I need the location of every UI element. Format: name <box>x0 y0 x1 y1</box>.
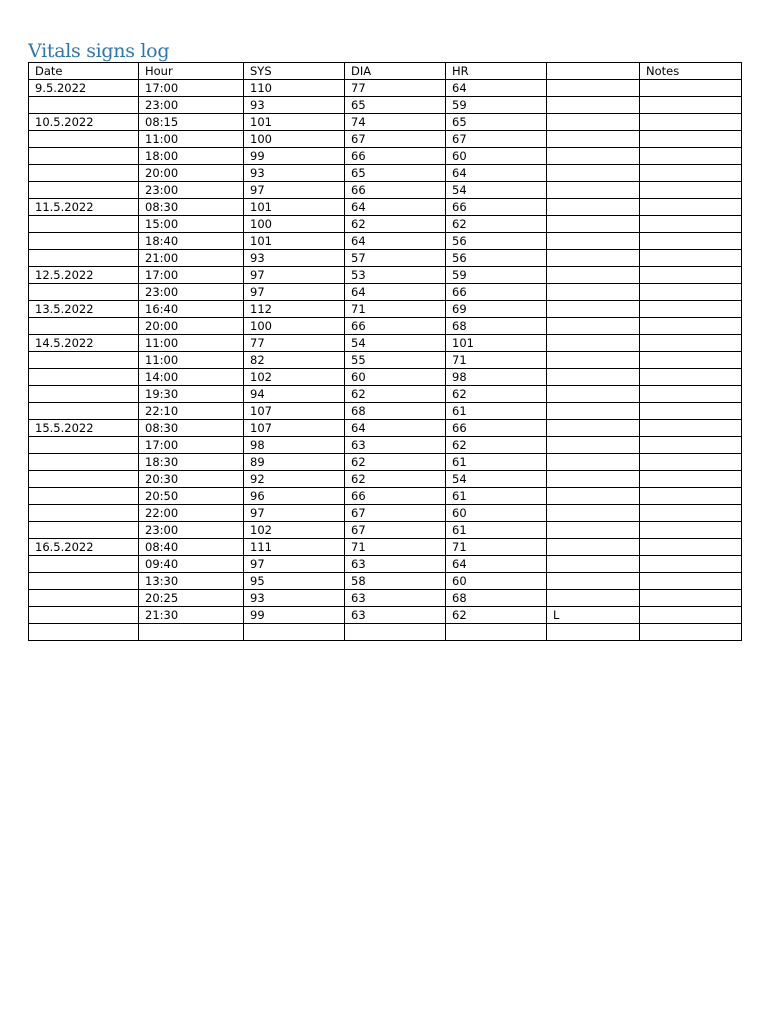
hour-cell: 08:30 <box>139 199 244 216</box>
page-title: Vitals signs log <box>28 40 170 62</box>
date-cell <box>29 522 139 539</box>
dia-cell: 77 <box>345 80 446 97</box>
notes-cell <box>640 607 742 624</box>
date-cell <box>29 624 139 641</box>
notes-cell <box>640 522 742 539</box>
hour-cell: 20:50 <box>139 488 244 505</box>
notes-cell <box>640 590 742 607</box>
dia-cell: 62 <box>345 216 446 233</box>
date-cell <box>29 437 139 454</box>
hr-cell: 61 <box>446 522 547 539</box>
sys-cell: 93 <box>244 165 345 182</box>
dia-cell: 66 <box>345 488 446 505</box>
hour-cell: 23:00 <box>139 284 244 301</box>
date-cell: 16.5.2022 <box>29 539 139 556</box>
sys-cell: 98 <box>244 437 345 454</box>
notes-cell <box>640 97 742 114</box>
unlabeled-cell <box>547 301 640 318</box>
notes-cell <box>640 505 742 522</box>
table-row <box>29 216 742 233</box>
unlabeled-cell <box>547 624 640 641</box>
table-row <box>29 522 742 539</box>
hour-cell: 17:00 <box>139 267 244 284</box>
date-cell <box>29 131 139 148</box>
sys-cell: 89 <box>244 454 345 471</box>
hour-cell: 20:00 <box>139 165 244 182</box>
sys-cell <box>244 624 345 641</box>
hr-cell: 61 <box>446 454 547 471</box>
table-row <box>29 250 742 267</box>
date-cell: 15.5.2022 <box>29 420 139 437</box>
sys-cell: 102 <box>244 522 345 539</box>
notes-cell <box>640 148 742 165</box>
notes-cell <box>640 318 742 335</box>
date-cell <box>29 182 139 199</box>
hour-cell: 11:00 <box>139 131 244 148</box>
hour-cell: 20:00 <box>139 318 244 335</box>
table-row <box>29 573 742 590</box>
sys-cell: 100 <box>244 131 345 148</box>
hour-cell <box>139 624 244 641</box>
hr-cell: 59 <box>446 267 547 284</box>
notes-cell <box>640 437 742 454</box>
hr-cell: 69 <box>446 301 547 318</box>
sys-cell: 93 <box>244 590 345 607</box>
table-row <box>29 471 742 488</box>
hour-cell: 20:30 <box>139 471 244 488</box>
hour-cell: 09:40 <box>139 556 244 573</box>
notes-cell <box>640 165 742 182</box>
sys-cell: 107 <box>244 420 345 437</box>
sys-cell: 82 <box>244 352 345 369</box>
table-header-row <box>29 63 742 80</box>
hour-cell: 08:40 <box>139 539 244 556</box>
hour-cell: 23:00 <box>139 522 244 539</box>
dia-cell: 62 <box>345 471 446 488</box>
sys-cell: 100 <box>244 318 345 335</box>
unlabeled-cell <box>547 556 640 573</box>
column-header-date: Date <box>29 63 139 80</box>
date-cell <box>29 318 139 335</box>
notes-cell <box>640 386 742 403</box>
hour-cell: 17:00 <box>139 80 244 97</box>
notes-cell <box>640 573 742 590</box>
hour-cell: 11:00 <box>139 335 244 352</box>
notes-cell <box>640 284 742 301</box>
date-cell <box>29 233 139 250</box>
hour-cell: 11:00 <box>139 352 244 369</box>
unlabeled-cell <box>547 352 640 369</box>
date-cell <box>29 590 139 607</box>
unlabeled-cell <box>547 369 640 386</box>
dia-cell: 64 <box>345 199 446 216</box>
hr-cell: 64 <box>446 165 547 182</box>
notes-cell <box>640 335 742 352</box>
date-cell <box>29 505 139 522</box>
dia-cell: 63 <box>345 607 446 624</box>
dia-cell: 66 <box>345 318 446 335</box>
sys-cell: 99 <box>244 148 345 165</box>
notes-cell <box>640 267 742 284</box>
table-row <box>29 301 742 318</box>
unlabeled-cell: L <box>547 607 640 624</box>
dia-cell: 74 <box>345 114 446 131</box>
hr-cell: 60 <box>446 573 547 590</box>
hr-cell: 64 <box>446 556 547 573</box>
notes-cell <box>640 301 742 318</box>
date-cell <box>29 488 139 505</box>
hour-cell: 21:00 <box>139 250 244 267</box>
date-cell <box>29 471 139 488</box>
date-cell <box>29 573 139 590</box>
sys-cell: 100 <box>244 216 345 233</box>
dia-cell: 62 <box>345 386 446 403</box>
table-row <box>29 488 742 505</box>
unlabeled-cell <box>547 403 640 420</box>
sys-cell: 93 <box>244 97 345 114</box>
date-cell <box>29 284 139 301</box>
dia-cell: 67 <box>345 131 446 148</box>
date-cell: 14.5.2022 <box>29 335 139 352</box>
sys-cell: 110 <box>244 80 345 97</box>
notes-cell <box>640 182 742 199</box>
column-header-sys: SYS <box>244 63 345 80</box>
hr-cell: 54 <box>446 471 547 488</box>
sys-cell: 77 <box>244 335 345 352</box>
notes-cell <box>640 80 742 97</box>
date-cell: 12.5.2022 <box>29 267 139 284</box>
table-row <box>29 148 742 165</box>
table-row <box>29 556 742 573</box>
unlabeled-cell <box>547 114 640 131</box>
date-cell <box>29 556 139 573</box>
unlabeled-cell <box>547 148 640 165</box>
notes-cell <box>640 233 742 250</box>
unlabeled-cell <box>547 250 640 267</box>
table-body <box>29 80 742 641</box>
dia-cell: 54 <box>345 335 446 352</box>
dia-cell: 53 <box>345 267 446 284</box>
unlabeled-cell <box>547 199 640 216</box>
unlabeled-cell <box>547 522 640 539</box>
dia-cell: 71 <box>345 301 446 318</box>
hr-cell: 61 <box>446 488 547 505</box>
dia-cell: 64 <box>345 284 446 301</box>
table-row <box>29 352 742 369</box>
dia-cell: 64 <box>345 420 446 437</box>
unlabeled-cell <box>547 216 640 233</box>
notes-cell <box>640 420 742 437</box>
table-row <box>29 97 742 114</box>
notes-cell <box>640 114 742 131</box>
column-header-notes: Notes <box>640 63 742 80</box>
unlabeled-cell <box>547 539 640 556</box>
dia-cell: 60 <box>345 369 446 386</box>
table-row <box>29 335 742 352</box>
hour-cell: 13:30 <box>139 573 244 590</box>
column-header-hour: Hour <box>139 63 244 80</box>
dia-cell: 63 <box>345 556 446 573</box>
hr-cell: 68 <box>446 318 547 335</box>
dia-cell: 68 <box>345 403 446 420</box>
dia-cell: 67 <box>345 522 446 539</box>
hour-cell: 14:00 <box>139 369 244 386</box>
hr-cell: 65 <box>446 114 547 131</box>
unlabeled-cell <box>547 318 640 335</box>
dia-cell: 67 <box>345 505 446 522</box>
sys-cell: 97 <box>244 284 345 301</box>
hour-cell: 18:30 <box>139 454 244 471</box>
unlabeled-cell <box>547 80 640 97</box>
hr-cell: 60 <box>446 148 547 165</box>
hour-cell: 23:00 <box>139 97 244 114</box>
hr-cell: 71 <box>446 352 547 369</box>
table-row <box>29 233 742 250</box>
table-row <box>29 369 742 386</box>
unlabeled-cell <box>547 505 640 522</box>
hr-cell: 59 <box>446 97 547 114</box>
table-row <box>29 437 742 454</box>
dia-cell: 64 <box>345 233 446 250</box>
table-row <box>29 607 742 624</box>
dia-cell: 71 <box>345 539 446 556</box>
table-row <box>29 539 742 556</box>
column-header-hr: HR <box>446 63 547 80</box>
sys-cell: 101 <box>244 233 345 250</box>
notes-cell <box>640 556 742 573</box>
table-row <box>29 284 742 301</box>
unlabeled-cell <box>547 420 640 437</box>
hr-cell: 56 <box>446 250 547 267</box>
hour-cell: 21:30 <box>139 607 244 624</box>
hr-cell: 68 <box>446 590 547 607</box>
notes-cell <box>640 403 742 420</box>
hour-cell: 19:30 <box>139 386 244 403</box>
unlabeled-cell <box>547 97 640 114</box>
date-cell: 10.5.2022 <box>29 114 139 131</box>
hr-cell: 62 <box>446 216 547 233</box>
hr-cell: 62 <box>446 386 547 403</box>
date-cell <box>29 216 139 233</box>
table-row <box>29 420 742 437</box>
table-row <box>29 131 742 148</box>
hour-cell: 17:00 <box>139 437 244 454</box>
sys-cell: 97 <box>244 556 345 573</box>
date-cell <box>29 148 139 165</box>
table-row <box>29 403 742 420</box>
sys-cell: 94 <box>244 386 345 403</box>
unlabeled-cell <box>547 386 640 403</box>
dia-cell: 65 <box>345 165 446 182</box>
hr-cell: 56 <box>446 233 547 250</box>
unlabeled-cell <box>547 471 640 488</box>
dia-cell: 66 <box>345 182 446 199</box>
table-row <box>29 624 742 641</box>
dia-cell: 66 <box>345 148 446 165</box>
hr-cell: 98 <box>446 369 547 386</box>
table-row <box>29 454 742 471</box>
sys-cell: 99 <box>244 607 345 624</box>
notes-cell <box>640 369 742 386</box>
notes-cell <box>640 624 742 641</box>
sys-cell: 97 <box>244 182 345 199</box>
hr-cell: 64 <box>446 80 547 97</box>
hour-cell: 16:40 <box>139 301 244 318</box>
unlabeled-cell <box>547 488 640 505</box>
hr-cell: 101 <box>446 335 547 352</box>
notes-cell <box>640 352 742 369</box>
sys-cell: 112 <box>244 301 345 318</box>
unlabeled-cell <box>547 233 640 250</box>
table-row <box>29 590 742 607</box>
hr-cell: 66 <box>446 284 547 301</box>
unlabeled-cell <box>547 454 640 471</box>
date-cell <box>29 165 139 182</box>
unlabeled-cell <box>547 590 640 607</box>
dia-cell: 55 <box>345 352 446 369</box>
column-header-unlabeled <box>547 63 640 80</box>
date-cell <box>29 250 139 267</box>
date-cell: 13.5.2022 <box>29 301 139 318</box>
hour-cell: 18:40 <box>139 233 244 250</box>
unlabeled-cell <box>547 437 640 454</box>
notes-cell <box>640 471 742 488</box>
hr-cell: 54 <box>446 182 547 199</box>
sys-cell: 97 <box>244 267 345 284</box>
unlabeled-cell <box>547 335 640 352</box>
date-cell: 11.5.2022 <box>29 199 139 216</box>
unlabeled-cell <box>547 284 640 301</box>
notes-cell <box>640 199 742 216</box>
hour-cell: 23:00 <box>139 182 244 199</box>
dia-cell: 57 <box>345 250 446 267</box>
hour-cell: 08:30 <box>139 420 244 437</box>
table-row <box>29 505 742 522</box>
sys-cell: 96 <box>244 488 345 505</box>
hr-cell: 67 <box>446 131 547 148</box>
hr-cell: 60 <box>446 505 547 522</box>
hr-cell: 62 <box>446 437 547 454</box>
table-row <box>29 199 742 216</box>
date-cell <box>29 369 139 386</box>
notes-cell <box>640 250 742 267</box>
dia-cell: 63 <box>345 437 446 454</box>
hour-cell: 22:00 <box>139 505 244 522</box>
hour-cell: 08:15 <box>139 114 244 131</box>
date-cell: 9.5.2022 <box>29 80 139 97</box>
table-row <box>29 267 742 284</box>
column-header-dia: DIA <box>345 63 446 80</box>
hour-cell: 22:10 <box>139 403 244 420</box>
unlabeled-cell <box>547 131 640 148</box>
dia-cell: 63 <box>345 590 446 607</box>
date-cell <box>29 352 139 369</box>
table-row <box>29 80 742 97</box>
unlabeled-cell <box>547 573 640 590</box>
hr-cell: 66 <box>446 420 547 437</box>
date-cell <box>29 403 139 420</box>
table-row <box>29 386 742 403</box>
sys-cell: 101 <box>244 114 345 131</box>
sys-cell: 102 <box>244 369 345 386</box>
notes-cell <box>640 539 742 556</box>
date-cell <box>29 386 139 403</box>
unlabeled-cell <box>547 267 640 284</box>
table-row <box>29 182 742 199</box>
hr-cell: 66 <box>446 199 547 216</box>
hr-cell: 61 <box>446 403 547 420</box>
dia-cell: 58 <box>345 573 446 590</box>
sys-cell: 97 <box>244 505 345 522</box>
hr-cell: 71 <box>446 539 547 556</box>
dia-cell: 62 <box>345 454 446 471</box>
notes-cell <box>640 488 742 505</box>
hour-cell: 15:00 <box>139 216 244 233</box>
table-row <box>29 165 742 182</box>
dia-cell <box>345 624 446 641</box>
sys-cell: 93 <box>244 250 345 267</box>
notes-cell <box>640 454 742 471</box>
sys-cell: 95 <box>244 573 345 590</box>
hr-cell: 62 <box>446 607 547 624</box>
date-cell <box>29 97 139 114</box>
sys-cell: 92 <box>244 471 345 488</box>
notes-cell <box>640 216 742 233</box>
sys-cell: 111 <box>244 539 345 556</box>
dia-cell: 65 <box>345 97 446 114</box>
hour-cell: 18:00 <box>139 148 244 165</box>
hour-cell: 20:25 <box>139 590 244 607</box>
table-row <box>29 318 742 335</box>
sys-cell: 101 <box>244 199 345 216</box>
table-row <box>29 114 742 131</box>
unlabeled-cell <box>547 182 640 199</box>
unlabeled-cell <box>547 165 640 182</box>
sys-cell: 107 <box>244 403 345 420</box>
vitals-log-table <box>28 62 742 641</box>
notes-cell <box>640 131 742 148</box>
hr-cell <box>446 624 547 641</box>
date-cell <box>29 454 139 471</box>
date-cell <box>29 607 139 624</box>
